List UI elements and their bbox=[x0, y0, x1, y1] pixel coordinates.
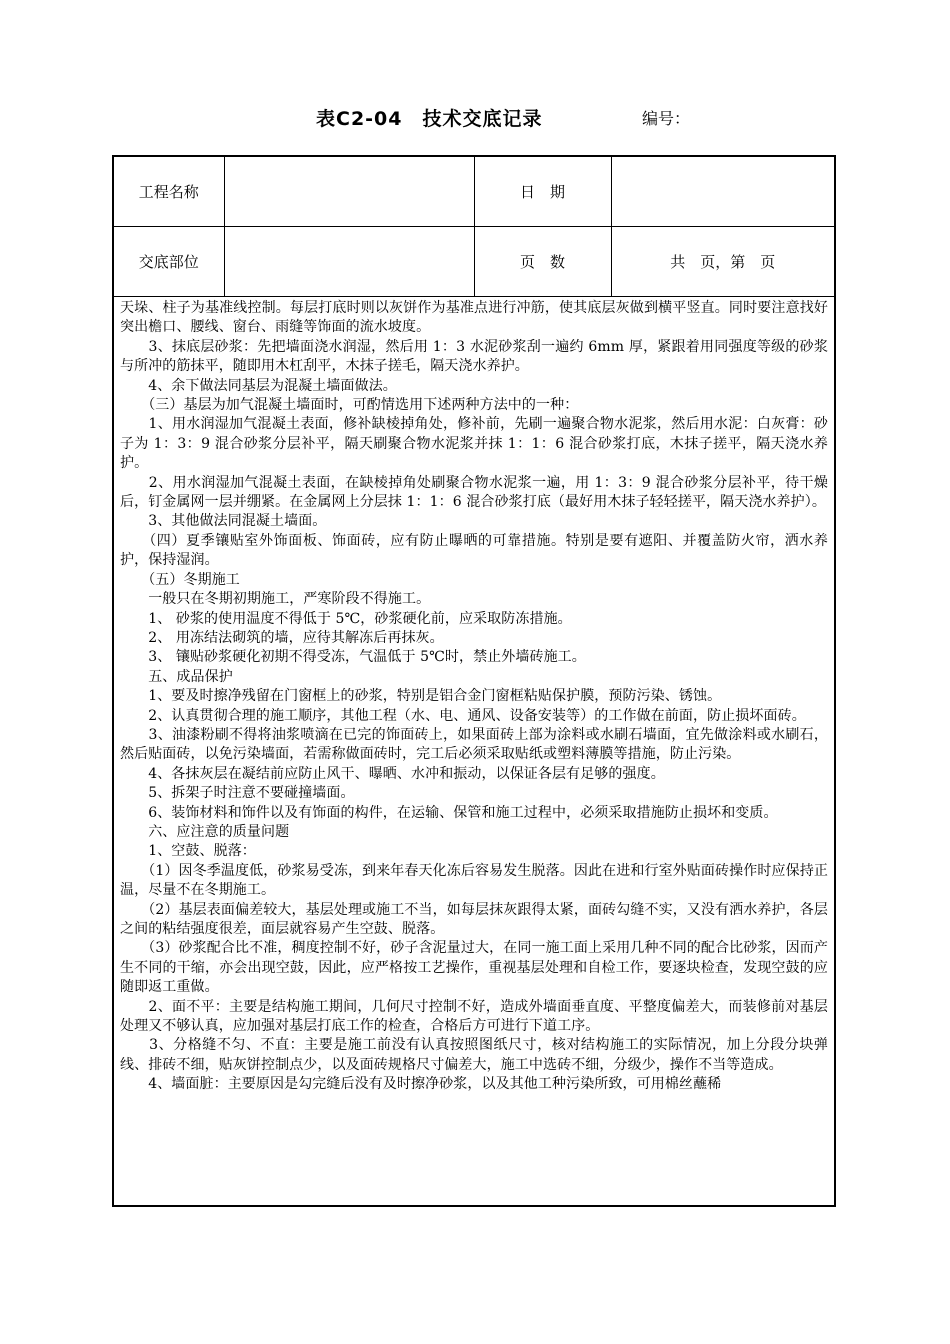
project-name-field[interactable] bbox=[224, 157, 474, 227]
content-paragraph: （四）夏季镶贴室外饰面板、饰面砖，应有防止曝晒的可靠措施。特别是要有遮阳、并覆盖防火帘，洒水养护，保持湿润。 bbox=[120, 532, 828, 569]
content-paragraph: 一般只在冬期初期施工，严寒阶段不得施工。 bbox=[120, 591, 431, 608]
document-number-label: 编号： bbox=[642, 109, 691, 128]
info-table bbox=[114, 157, 834, 297]
info-row-location bbox=[114, 227, 834, 297]
content-paragraph: （2）基层表面偏差较大，基层处理或施工不当，如每层抹灰跟得太紧，面砖勾缝不实，又没有洒水养护，各层之间的粘结强度很差，面层就容易产生空鼓、脱落。 bbox=[120, 901, 828, 937]
content-paragraph: （五）冬期施工 bbox=[120, 571, 240, 588]
content-paragraph: 1、用水润湿加气混凝土表面，修补缺棱掉角处，修补前，先刷一遍聚合物水泥浆，然后用水泥：白灰膏：砂子为 1：3：9 混合砂浆分层补平，隔天刷聚合物水泥浆并抹 1：1：6 混合砂浆打底，木抹子搓平，隔天浇水养护。 bbox=[120, 416, 828, 472]
content-paragraph: 1、 砂浆的使用温度不得低于 5℃，砂浆硬化前，应采取防冻措施。 bbox=[120, 610, 572, 627]
content-paragraph: 2、 用冻结法砌筑的墙，应待其解冻后再抹灰。 bbox=[120, 629, 444, 646]
content-paragraph: 2、面不平：主要是结构施工期间，几何尺寸控制不好，造成外墙面垂直度、平整度偏差大，而装修前对基层处理又不够认真，应加强对基层打底工作的检查，合格后方可进行下道工序。 bbox=[120, 998, 828, 1035]
info-row-project bbox=[114, 157, 834, 227]
document-title-bar bbox=[0, 104, 950, 134]
content-paragraph: （3）砂浆配合比不准，稠度控制不好，砂子含泥量过大，在同一施工面上采用几种不同的配合比砂浆，因而产生不同的干缩，亦会出现空鼓，因此，应严格按工艺操作，重视基层处理和自检工作，要逐块检查，发现空鼓的应随即返工重做。 bbox=[120, 940, 828, 996]
content-paragraph: 4、余下做法同基层为混凝土墙面做法。 bbox=[120, 377, 397, 394]
content-paragraph: 2、用水润湿加气混凝土表面，在缺棱掉角处刷聚合物水泥浆一遍，用 1：3：9 混合砂浆分层补平，待干燥后，钉金属网一层并绷紧。在金属网上分层抹 1：1：6 混合砂浆打底（最好用木抹子轻轻搓平，隔天浇水养护）。 bbox=[120, 474, 828, 511]
content-paragraph: 5、拆架子时注意不要碰撞墙面。 bbox=[120, 785, 355, 802]
content-paragraph: 3、抹底层砂浆：先把墙面浇水润湿，然后用 1：3 水泥砂浆刮一遍约 6mm 厚，紧跟着用同强度等级的砂浆与所冲的筋抹平，随即用木杠刮平，木抹子搓毛，隔天浇水养护。 bbox=[120, 338, 828, 375]
content-paragraph: 4、墙面脏：主要原因是勾完缝后没有及时擦净砂浆，以及其他工种污染所致，可用棉丝蘸稀 bbox=[120, 1076, 722, 1093]
content-paragraph: 3、油漆粉刷不得将油浆喷滴在已完的饰面砖上，如果面砖上部为涂料或水刷石墙面，宜先做涂料或水刷石，然后贴面砖，以免污染墙面，若需称做面砖时，完工后必须采取贴纸或塑料薄膜等措施，防止污染。 bbox=[120, 726, 828, 763]
location-label: 交底部位 bbox=[114, 227, 224, 297]
date-field[interactable] bbox=[611, 157, 834, 227]
content-paragraph: 6、装饰材料和饰件以及有饰面的构件，在运输、保管和施工过程中，必须采取措施防止损坏和变质。 bbox=[120, 804, 778, 821]
document-title: 表C2-04 技术交底记录 bbox=[316, 108, 543, 130]
pages-label: 页 数 bbox=[474, 227, 611, 297]
content-body bbox=[114, 297, 834, 1095]
content-paragraph: 3、分格缝不匀、不直：主要是施工前没有认真按照图纸尺寸，核对结构施工的实际情况，加上分段分块弹线、排砖不细，贴灰饼控制点少，以及面砖规格尺寸偏差大，施工中选砖不细，分级少，操作不当等造成。 bbox=[120, 1037, 828, 1073]
content-paragraph: 五、成品保护 bbox=[120, 668, 233, 685]
content-paragraph: 六、应注意的质量问题 bbox=[120, 823, 290, 840]
content-paragraph: 1、要及时擦净残留在门窗框上的砂浆，特别是铝合金门窗框粘贴保护膜，预防污染、锈蚀。 bbox=[120, 688, 722, 705]
location-field[interactable] bbox=[224, 227, 474, 297]
pages-field: 共 页，第 页 bbox=[611, 227, 834, 297]
content-paragraph: 3、其他做法同混凝土墙面。 bbox=[120, 513, 327, 530]
date-label: 日 期 bbox=[474, 157, 611, 227]
content-paragraph: 2、认真贯彻合理的施工顺序，其他工程（水、电、通风、设备安装等）的工作做在前面，防止损坏面砖。 bbox=[120, 707, 806, 724]
content-paragraph: （1）因冬季温度低，砂浆易受冻，到来年春天化冻后容易发生脱落。因此在进和行室外贴面砖操作时应保持正温，尽量不在冬期施工。 bbox=[120, 862, 828, 899]
content-paragraph: 4、各抹灰层在凝结前应防止风干、曝晒、水冲和振动，以保证各层有足够的强度。 bbox=[120, 765, 665, 782]
content-paragraph: 3、 镶贴砂浆硬化初期不得受冻，气温低于 5℃时，禁止外墙砖施工。 bbox=[120, 649, 586, 666]
content-paragraph: （三）基层为加气混凝土墙面时，可酌情选用下述两种方法中的一种： bbox=[120, 397, 579, 414]
content-paragraph: 1、空鼓、脱落： bbox=[120, 843, 256, 860]
record-sheet bbox=[112, 155, 836, 1207]
project-name-label: 工程名称 bbox=[114, 157, 224, 227]
content-paragraph: 天垛、柱子为基准线控制。每层打底时则以灰饼作为基准点进行冲筋，使其底层灰做到横平竖直。同时要注意找好突出檐口、腰线、窗台、雨缝等饰面的流水坡度。 bbox=[120, 300, 828, 336]
